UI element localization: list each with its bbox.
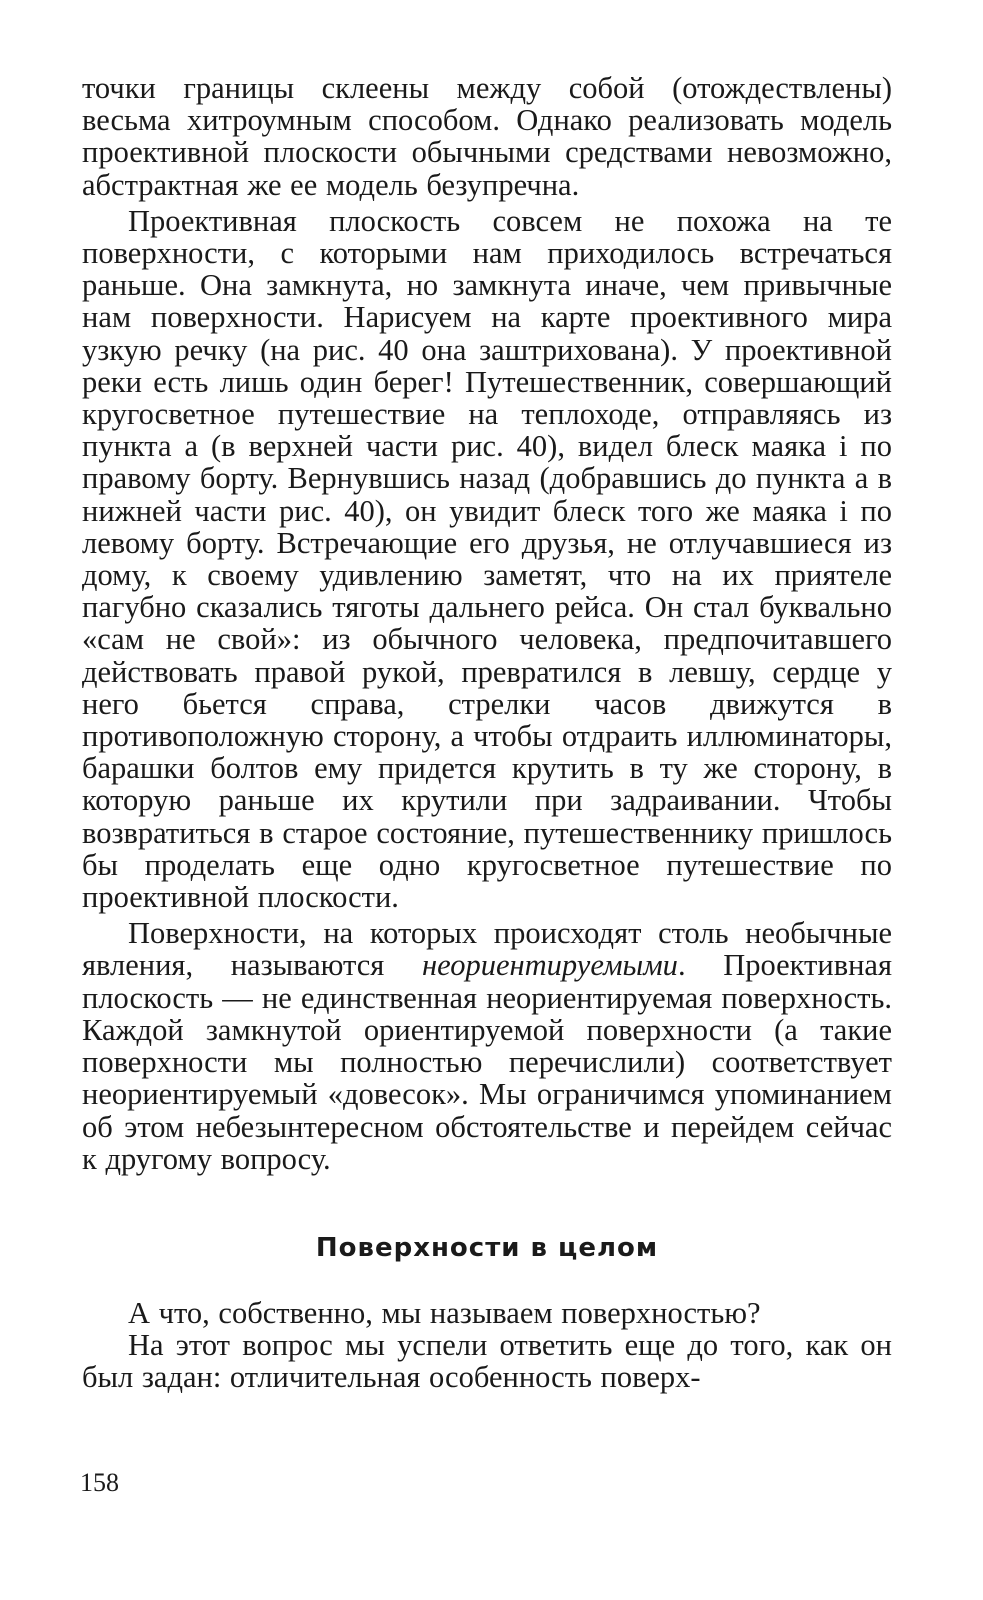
- paragraph-non-orientable-start: Поверхности, на которых происходят столь необычные явления, называются: [82, 916, 892, 983]
- paragraph-non-orientable: [82, 917, 892, 1175]
- paragraph-continuation: точки границы склеены между собой (отождествлены) весьма хитроумным способом. Однако реализовать модель проективной плоскости обычными средствами невозможно, абстрактная же ее модель безупречна.: [82, 71, 892, 202]
- paragraph-answer: На этот вопрос мы успели ответить еще до того, как он был задан: отличительная особенность поверх-: [82, 1328, 892, 1395]
- paragraph-projective-plane: Проективная плоскость совсем не похожа на те поверхности, с которыми нам приходилось встречаться раньше. Она замкнута, но замкнута иначе, чем привычные нам поверхности. Нарисуем на карте проективного мира узкую речку (на рис. 40 она заштрихована). У проективной реки есть лишь один берег! Путешественник, совершающий кругосветное путешествие на теплоходе, отправляясь из пункта a (в верхней части рис. 40), видел блеск маяка i по правому борту. Вернувшись назад (добравшись до пункта a в нижней части рис. 40), он увидит блеск того же маяка i по левому борту. Встречающие его друзья, не отлучавшиеся из дому, к своему удивлению заметят, что на их приятеле пагубно сказались тяготы дальнего рейса. Он стал буквально «сам не свой»: из обычного человека, предпочитавшего действовать правой рукой, превратился в левшу, сердце у него бьется справа, стрелки часов движутся в противоположную сторону, а чтобы отдраить иллюминаторы, барашки болтов ему придется крутить в ту же сторону, в которую раньше их крутили при задраивании. Чтобы возвратиться в старое состояние, путешественнику пришлось бы проделать еще одно кругосветное путешествие по проективной плоскости.: [82, 203, 892, 915]
- section-heading: Поверхности в целом: [315, 1232, 659, 1263]
- page-number: 158: [80, 1468, 119, 1497]
- paragraph-question: А что, собственно, мы называем поверхностью?: [128, 1295, 761, 1330]
- paragraph-non-orientable-end: . Проективная плоскость — не единственная неориентируемая поверхность. Каждой замкнутой ориентируемой поверхности (а такие поверхности мы полностью перечислили) соответствует неориентируемый «довесок». Мы ограничимся упоминанием об этом небезынтересном обстоятельстве и перейдем сейчас к другому вопросу.: [82, 948, 893, 1176]
- term-non-orientable: неориентируемыми: [421, 948, 678, 983]
- page-text-body: [82, 72, 892, 1394]
